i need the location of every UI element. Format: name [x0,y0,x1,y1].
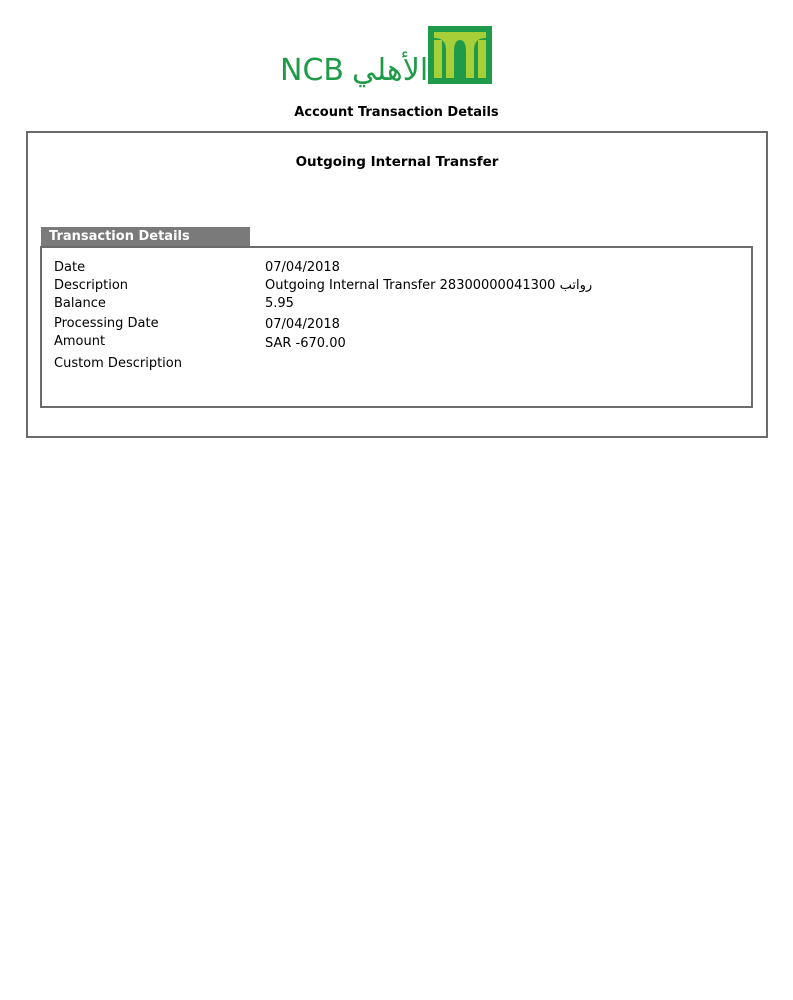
row-value-amount: SAR -670.00 [265,336,346,351]
row-label-processing-date: Processing Date [54,316,159,331]
logo-text-latin: NCB [280,53,344,88]
ncb-arch-logo-icon [428,26,492,84]
row-value-processing-date: 07/04/2018 [265,317,340,332]
row-label-custom-description: Custom Description [54,356,182,371]
row-value-date: 07/04/2018 [265,260,340,275]
row-value-balance: 5.95 [265,296,294,311]
row-label-amount: Amount [54,334,106,349]
ncb-logo [280,26,494,88]
logo-wordmark [280,53,429,88]
section-header-transaction-details: Transaction Details [41,227,250,246]
transaction-type-title: Outgoing Internal Transfer [295,154,499,170]
row-label-date: Date [54,260,86,275]
row-label-balance: Balance [54,296,106,311]
logo-text-arabic: الأهلي [351,53,429,88]
transaction-card [26,131,768,438]
row-label-description: Description [54,278,129,293]
page-heading: Account Transaction Details [294,105,499,120]
transaction-details-box [40,246,753,408]
row-value-description: Outgoing Internal Transfer 28300000041300 رواتب [265,278,593,293]
